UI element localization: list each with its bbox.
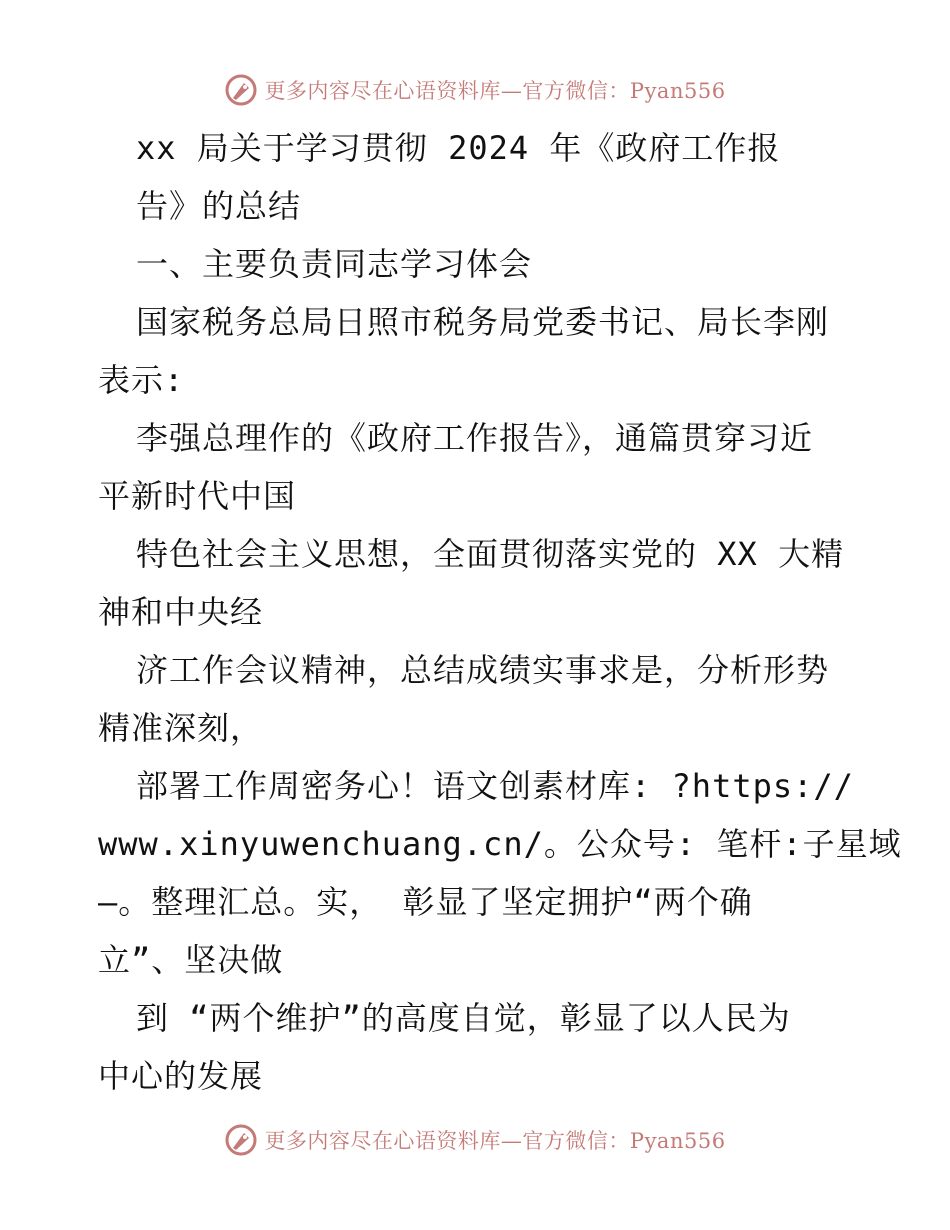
paragraph-line: 中心的发展 <box>98 1057 264 1095</box>
paragraph-line: 部署工作周密务心！语文创素材库: ?https:// <box>136 767 854 805</box>
pen-nib-circle-icon <box>224 1123 258 1157</box>
paragraph-line: 到 “两个维护”的高度自觉，彰显了以人民为 <box>136 999 791 1037</box>
paragraph-line: 李强总理作的《政府工作报告》，通篇贯穿习近 <box>136 419 814 457</box>
paragraph-line: 立”、坚决做 <box>98 941 284 979</box>
paragraph-line: 济工作会议精神，总结成绩实事求是，分析形势 <box>136 651 830 689</box>
paragraph-line: 精准深刻， <box>98 709 264 747</box>
paragraph-line: 表示: <box>98 361 185 399</box>
paragraph-line: 国家税务总局日照市税务局党委书记、局长李刚 <box>136 303 830 341</box>
paragraph-line: 特色社会主义思想，全面贯彻落实党的 XX 大精 <box>136 535 845 573</box>
pen-nib-circle-icon <box>224 73 258 107</box>
doc-title-line-1: xx 局关于学习贯彻 2024 年《政府工作报 <box>136 129 781 167</box>
footer-watermark <box>0 1120 950 1160</box>
paragraph-line: www.xinyuwenchuang.cn/。公众号: 笔杆:子星域 <box>98 825 902 863</box>
paragraph-line: —。整理汇总。实， 彰显了坚定拥护“两个确 <box>98 883 753 921</box>
header-watermark <box>0 70 950 110</box>
watermark-text: 更多内容尽在心语资料库—官方微信：Pyan556 <box>264 79 726 103</box>
doc-title-line-2: 告》的总结 <box>136 187 302 225</box>
paragraph-line: 神和中央经 <box>98 593 264 631</box>
watermark-text: 更多内容尽在心语资料库—官方微信：Pyan556 <box>264 1129 726 1153</box>
paragraph-line: 平新时代中国 <box>98 477 297 515</box>
section-heading: 一、主要负责同志学习体会 <box>136 245 533 283</box>
